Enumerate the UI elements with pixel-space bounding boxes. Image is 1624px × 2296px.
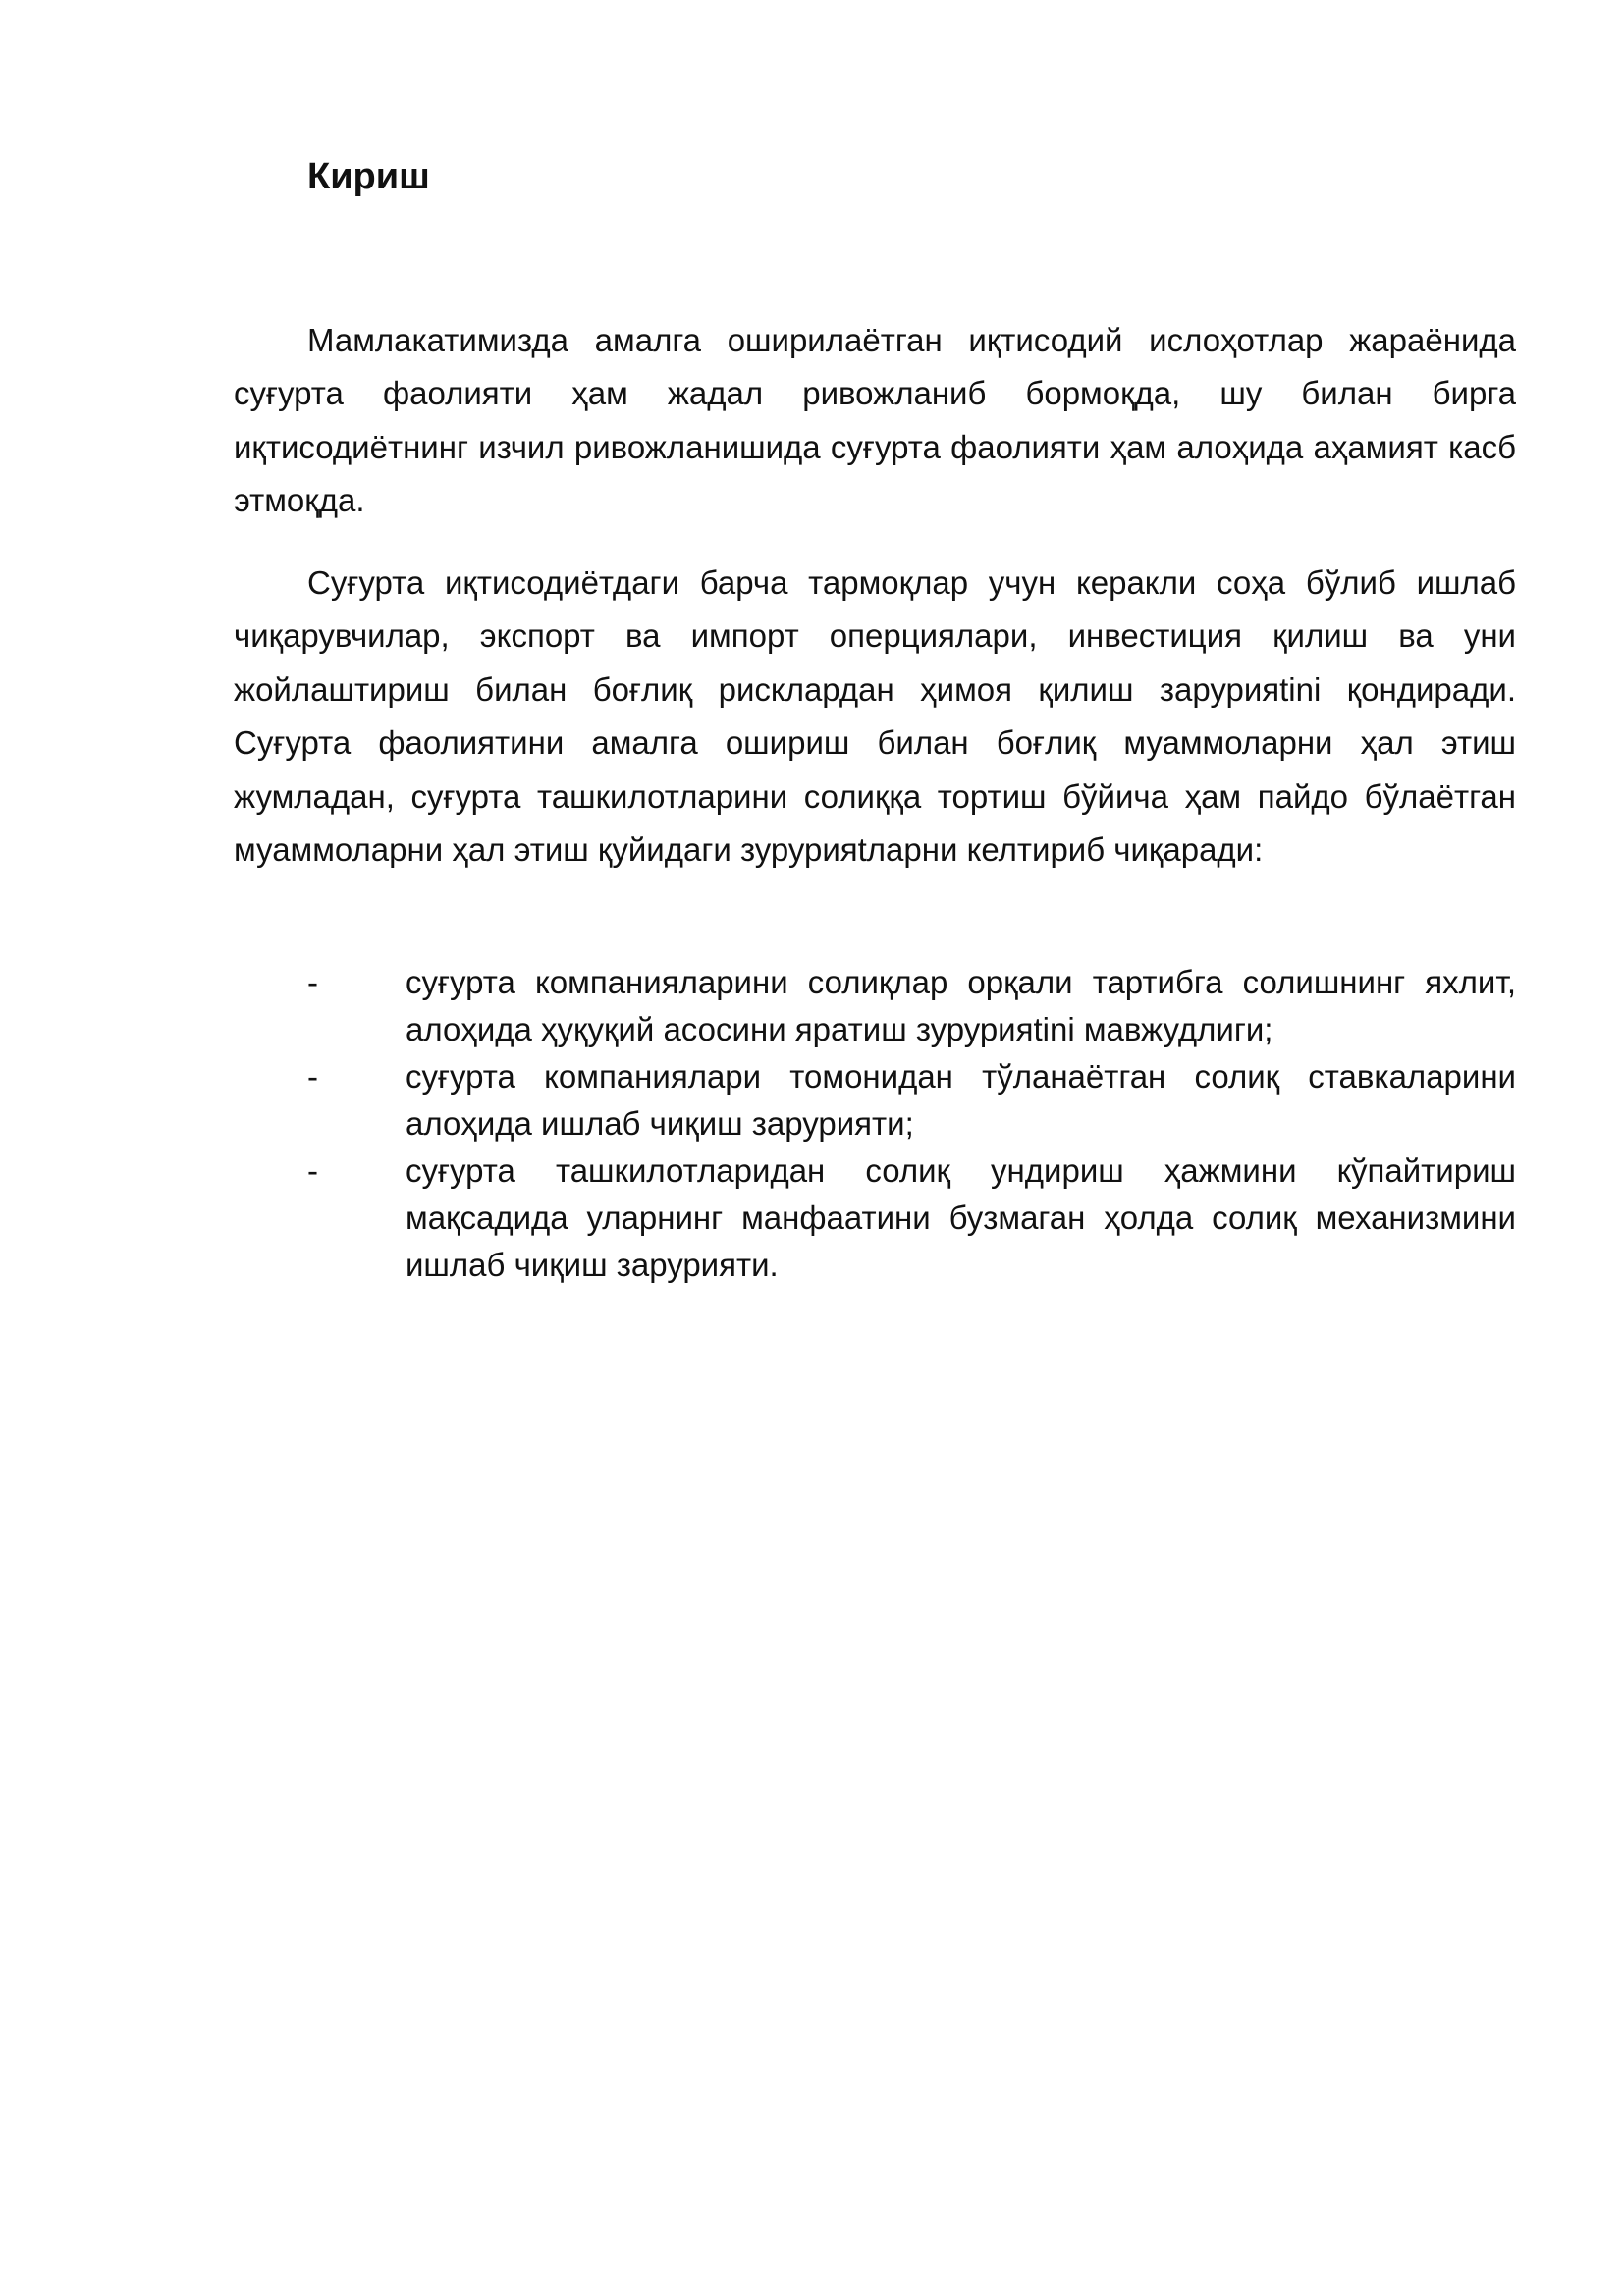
list-item-text: суғурта компаниялари томонидан тўланаётган солиқ ставкаларини алоҳида ишлаб чиқиш зарурияти; [406,1058,1516,1142]
page-title: Кириш [307,156,430,197]
requirements-list [234,959,1516,1289]
list-marker: - [307,1152,318,1189]
list-marker: - [307,964,318,1000]
paragraph-intro: Мамлакатимизда амалга оширилаётган иқтисодий ислоҳотлар жараёнида суғурта фаолияти ҳам жадал ривожланиб бормоқда, шу билан бирга иқтисодиётнинг изчил ривожланишида суғурта фаолияти ҳам алоҳида аҳамият касб этмоқда. [234,322,1516,519]
list-item [234,1148,1516,1289]
list-item-text: суғурта ташкилотларидан солиқ ундириш ҳажмини кўпайтириш мақсадида уларнинг манфаатини бузмаган ҳолда солиқ механизмини ишлаб чиқиш зарурияти. [406,1152,1516,1283]
list-marker: - [307,1058,318,1095]
paragraph-insurance: Суғурта иқтисодиётдаги барча тармоқлар учун керакли соҳа бўлиб ишлаб чиқарувчилар, экспорт ва импорт оперциялари, инвестиция қилиш ва уни жойлаштириш билан боғлиқ рисклардан ҳимоя қилиш зарурияtini қондиради. Суғурта фаолиятини амалга ошириш билан боғлиқ муаммоларни ҳал этиш жумладан, суғурта ташкилотларини солиққа тортиш бўйича ҳам пайдо бўлаётган муаммоларни ҳал этиш қуйидаги зурурияtларни келтириб чиқаради: [234,564,1516,869]
list-item-text: суғурта компанияларини солиқлар орқали тартибга солишнинг яхлит, алоҳида ҳуқуқий асосини яратиш зурурияtini мавжудлиги; [406,964,1516,1047]
list-item [234,959,1516,1053]
list-item [234,1053,1516,1148]
